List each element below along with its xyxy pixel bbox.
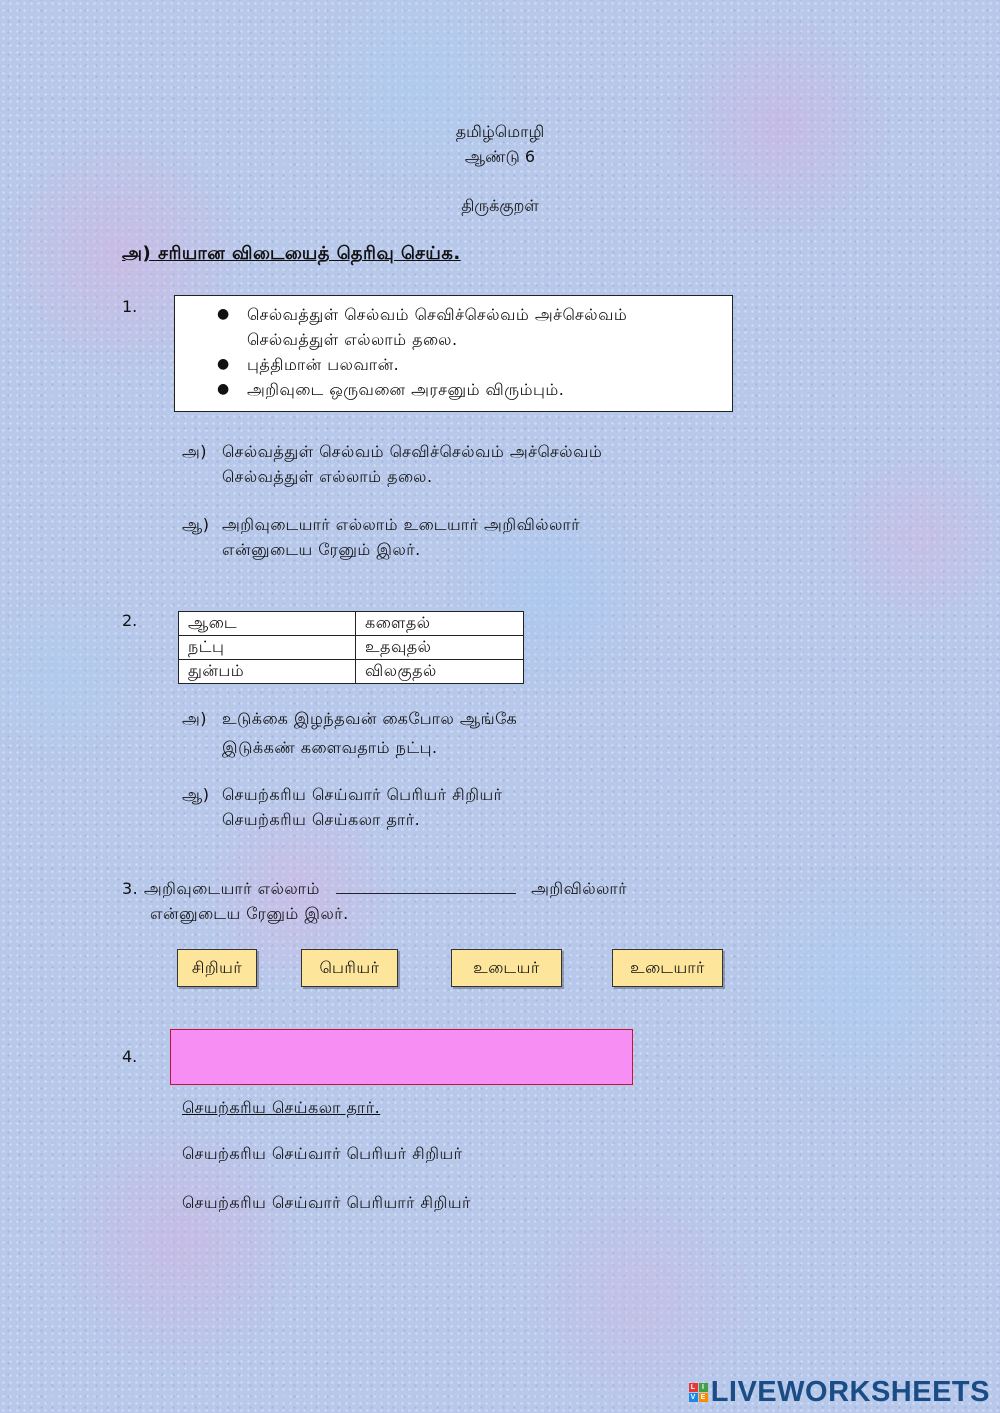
question-4-number: 4. <box>122 1047 138 1066</box>
q2-option-b-label: ஆ) <box>182 785 210 804</box>
q1-option-a-line2: செல்வத்துள் எல்லாம் தலை. <box>222 467 433 486</box>
logo-mark-letter: I <box>699 1383 708 1392</box>
q1-bullet-1 <box>217 302 732 352</box>
q3-before-blank: அறிவுடையார் எல்லாம் <box>143 879 320 898</box>
question-1-box <box>174 295 733 412</box>
q3-choice-2[interactable]: பெரியர் <box>301 949 398 987</box>
table-cell: துன்பம் <box>179 660 356 684</box>
logo-mark-letter: E <box>700 1393 706 1401</box>
q3-after-blank: அறிவில்லார் <box>531 879 628 898</box>
q2-option-b[interactable] <box>182 782 503 832</box>
q1-bullet-2 <box>217 352 732 377</box>
q1-bullet-1-line1: செல்வத்துள் செல்வம் செவிச்செல்வம் அச்செல்வம் <box>247 305 628 324</box>
q4-answer-dropzone[interactable] <box>170 1029 633 1085</box>
q4-option-1[interactable]: செயற்கரிய செய்வார் பெரியர் சிறியர் <box>182 1144 463 1163</box>
q2-option-b-line2: செயற்கரிய செய்கலா தார். <box>222 810 421 829</box>
q1-bullet-2-line1: புத்திமான் பலவான். <box>247 355 400 374</box>
q2-option-a[interactable] <box>182 706 517 760</box>
subject-title: தமிழ்மொழி <box>455 122 545 141</box>
bullet-icon: ● <box>217 306 230 322</box>
table-cell: உதவுதல் <box>356 636 524 660</box>
q1-bullet-3 <box>217 377 732 402</box>
q1-option-b[interactable] <box>182 512 580 562</box>
q3-line2: என்னுடைய ரேனும் இலர். <box>150 904 349 923</box>
q1-option-a-label: அ) <box>182 442 208 461</box>
table-row <box>179 660 524 684</box>
q2-option-a-line2: இடுக்கண் களைவதாம் நட்பு. <box>222 738 438 757</box>
q1-option-a-line1: செல்வத்துள் செல்வம் செவிச்செல்வம் அச்செல்வம் <box>222 442 603 461</box>
q1-option-b-line1: அறிவுடையார் எல்லாம் உடையார் அறிவில்லார் <box>222 515 581 534</box>
q2-option-a-label: அ) <box>182 709 208 728</box>
year-label: ஆண்டு 6 <box>464 147 536 166</box>
question-2-number: 2. <box>122 611 138 630</box>
logo-mark-icon <box>689 1383 708 1402</box>
table-row <box>179 612 524 636</box>
question-1-number: 1. <box>122 297 138 316</box>
q2-option-b-line1: செயற்கரிய செய்வார் பெரியர் சிறியர் <box>222 785 503 804</box>
q1-bullet-3-line1: அறிவுடை ஒருவனை அரசனும் விரும்பும். <box>247 380 565 399</box>
q4-given-line: செயற்கரிய செய்கலா தார். <box>182 1098 381 1117</box>
table-cell: விலகுதல் <box>356 660 524 684</box>
table-cell: ஆடை <box>179 612 356 636</box>
logo-mark-letter: V <box>690 1393 696 1401</box>
q1-option-b-line2: என்னுடைய ரேனும் இலர். <box>222 540 421 559</box>
liveworksheets-logo <box>689 1377 990 1407</box>
table-cell: நட்பு <box>179 636 356 660</box>
q1-option-a[interactable] <box>182 439 602 489</box>
table-cell: களைதல் <box>356 612 524 636</box>
instruction-heading: அ) சரியான விடையைத் தெரிவு செய்க. <box>122 243 461 264</box>
q1-option-b-label: ஆ) <box>182 515 210 534</box>
question-3-number: 3. <box>122 879 139 898</box>
logo-text: LIVEWORKSHEETS <box>710 1375 990 1408</box>
q4-option-2[interactable]: செயற்கரிய செய்வார் பெரியார் சிறியர் <box>182 1193 471 1212</box>
q3-answer-blank[interactable] <box>336 877 516 894</box>
q2-table <box>178 611 524 684</box>
q3-choice-4[interactable]: உடையார் <box>612 949 723 987</box>
q2-option-a-line1: உடுக்கை இழந்தவன் கைபோல ஆங்கே <box>222 709 518 728</box>
q3-choice-3[interactable]: உடையர் <box>451 949 562 987</box>
q1-bullet-1-line2: செல்வத்துள் எல்லாம் தலை. <box>247 330 458 349</box>
bullet-icon: ● <box>217 381 230 397</box>
bullet-icon: ● <box>217 356 230 372</box>
table-row <box>179 636 524 660</box>
logo-mark-letter: L <box>689 1383 698 1392</box>
question-3-text <box>122 876 627 926</box>
topic-title: திருக்குறள் <box>461 196 539 215</box>
q3-choice-1[interactable]: சிறியர் <box>177 949 257 987</box>
